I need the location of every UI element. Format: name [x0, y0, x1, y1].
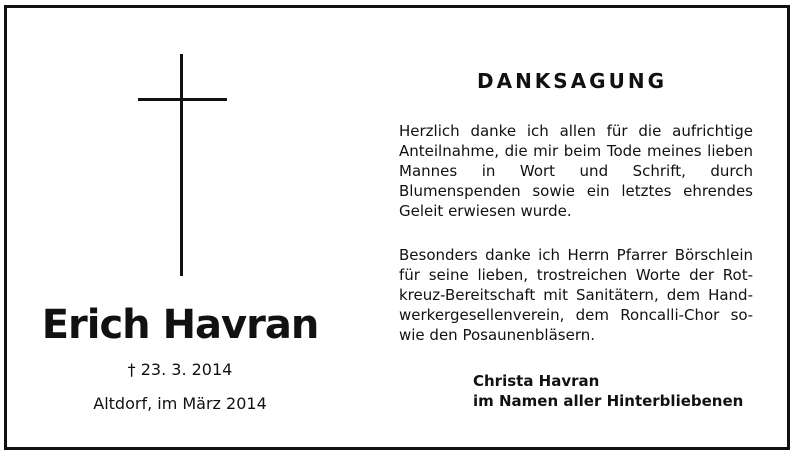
deceased-name: Erich Havran [41, 302, 319, 348]
cross-vertical-bar [180, 54, 183, 276]
thanks-paragraph-1: Herzlich danke ich allen für die aufrichtige Anteilnahme, die mir beim Tode meines lieben Mannes in Wort und Schrift, durch Blumenspenden sowie ein letztes ehrendes Geleit erwiesen wurde. [399, 122, 753, 220]
notice-heading: DANKSAGUNG [476, 69, 667, 93]
place-and-date: Altdorf, im März 2014 [93, 394, 267, 413]
signature-name: Christa Havran [473, 372, 600, 390]
signature-line: im Namen aller Hinterbliebenen [473, 392, 744, 410]
death-date: † 23. 3. 2014 [127, 360, 233, 379]
thanks-paragraph-2: Besonders danke ich Herrn Pfarrer Börschlein für seine lieben, trostreichen Worte der Rotkreuz-Bereitschaft mit Sanitätern, dem Handwerkergesellenverein, dem Roncalli-Chor sowie den Posaunenbläsern. [399, 246, 753, 344]
cross-horizontal-bar [138, 98, 227, 101]
signature-block [473, 371, 743, 411]
obituary-notice [4, 5, 790, 450]
